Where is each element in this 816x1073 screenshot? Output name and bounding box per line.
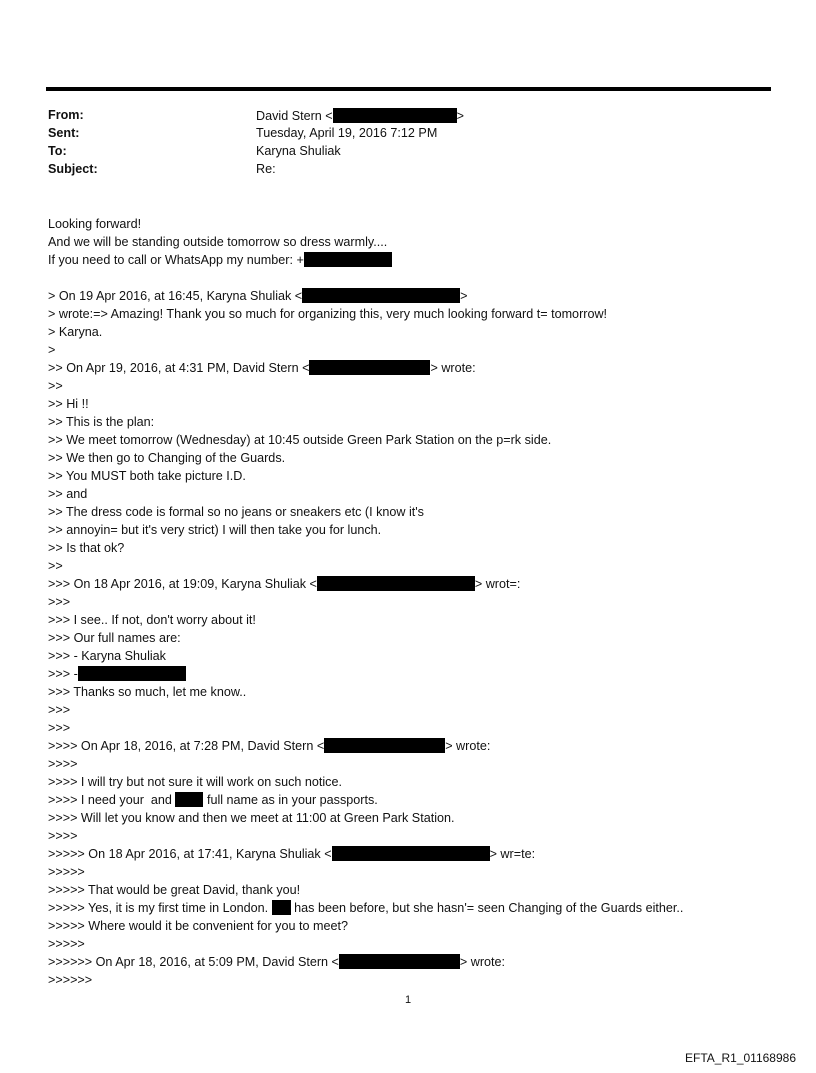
redaction-box [333,108,457,123]
redaction-box [339,954,460,969]
body-text: > wrote: [459,955,506,969]
body-line: >>>> I will try but not sure it will work on such notice. [48,775,342,789]
redaction-box [272,900,291,915]
body-text: >>>> On Apr 18, 2016, at 7:28 PM, David Stern < [48,739,325,753]
body-line: >> Is that ok? [48,541,125,555]
redaction-box [317,576,475,591]
body-line: >>>>> [48,937,85,951]
to-value: Karyna Shuliak [256,144,341,158]
body-text: >>> - [48,667,78,681]
redaction-box [302,288,460,303]
body-line: >>> [48,595,71,609]
redaction-box [78,666,186,681]
body-line: >>>>> [48,865,85,879]
body-text: > wrote: [445,739,491,753]
body-line: >>> - Karyna Shuliak [48,649,166,663]
redaction-box [175,792,203,807]
body-line: >>> Our full names are: [48,631,181,645]
body-line: >>> [48,721,71,735]
header-rule [46,87,771,91]
blank-line [48,269,788,287]
from-value [256,108,464,123]
body-text: > wr=te: [489,847,536,861]
body-text: >>>> I need your and [48,793,176,807]
body-line: >> The dress code is formal so no jeans or sneakers etc (I know it's [48,505,424,519]
from-name: David Stern < [256,109,333,123]
body-text: >>> On 18 Apr 2016, at 19:09, Karyna Shuliak < [48,577,317,591]
bates-number: EFTA_R1_01168986 [685,1051,796,1065]
body-line: >> and [48,487,88,501]
page-number: 1 [404,994,412,1006]
body-text: >>>>>> On Apr 18, 2016, at 5:09 PM, David Stern < [48,955,339,969]
body-line [48,899,788,917]
body-line: >>>>> That would be great David, thank you! [48,883,301,897]
body-text: >>>>> On 18 Apr 2016, at 17:41, Karyna Shuliak < [48,847,332,861]
redaction-box [332,846,490,861]
body-line: > Karyna. [48,325,103,339]
body-line: >>>>>> [48,973,93,987]
body-text: > wrot=: [474,577,521,591]
body-line: >> We then go to Changing of the Guards. [48,451,286,465]
from-close: > [456,109,465,123]
body-line: >> annoyin= but it's very strict) I will then take you for lunch. [48,523,382,537]
body-line: >>> I see.. If not, don't worry about it! [48,613,256,627]
redaction-box [304,252,392,267]
body-text: If you need to call or WhatsApp my number: + [48,253,304,267]
body-line: >>> Thanks so much, let me know.. [48,685,247,699]
redaction-box [309,360,430,375]
body-line [48,665,788,683]
body-line [48,287,788,305]
body-line: >>> [48,703,71,717]
body-line [48,359,788,377]
body-line [48,845,788,863]
body-line: > wrote:=> Amazing! Thank you so much for organizing this, very much looking forward t= tomorrow! [48,307,608,321]
body-text: full name as in your passports. [203,793,378,807]
subject-value: Re: [256,162,276,176]
body-line [48,575,788,593]
to-label: To: [48,144,67,158]
body-line: And we will be standing outside tomorrow so dress warmly.... [48,235,388,249]
body-line: >>>> Will let you know and then we meet at 11:00 at Green Park Station. [48,811,455,825]
body-line [48,953,788,971]
body-line: Looking forward! [48,217,142,231]
body-line: >> [48,379,63,393]
subject-label: Subject: [48,162,98,176]
body-text: > wrote: [430,361,476,375]
body-text: >> On Apr 19, 2016, at 4:31 PM, David Stern < [48,361,310,375]
email-body [48,215,788,989]
body-text: has been before, but she hasn'= seen Changing of the Guards either.. [290,901,684,915]
body-text: > [460,289,468,303]
body-text: > On 19 Apr 2016, at 16:45, Karyna Shuliak < [48,289,303,303]
body-line: >>>> [48,829,78,843]
sent-value: Tuesday, April 19, 2016 7:12 PM [256,126,438,140]
body-line [48,737,788,755]
body-line: >>>> [48,757,78,771]
body-line: > [48,343,56,357]
sent-label: Sent: [48,126,80,140]
body-line: >> Hi !! [48,397,89,411]
body-line: >> [48,559,63,573]
body-line: >> This is the plan: [48,415,155,429]
body-text: >>>>> Yes, it is my first time in London. [48,901,272,915]
body-line [48,791,788,809]
body-line: >>>>> Where would it be convenient for you to meet? [48,919,348,933]
from-label: From: [48,108,84,122]
redaction-box [324,738,445,753]
body-line: >> We meet tomorrow (Wednesday) at 10:45 outside Green Park Station on the p=rk side. [48,433,552,447]
body-line [48,251,788,269]
body-line: >> You MUST both take picture I.D. [48,469,246,483]
